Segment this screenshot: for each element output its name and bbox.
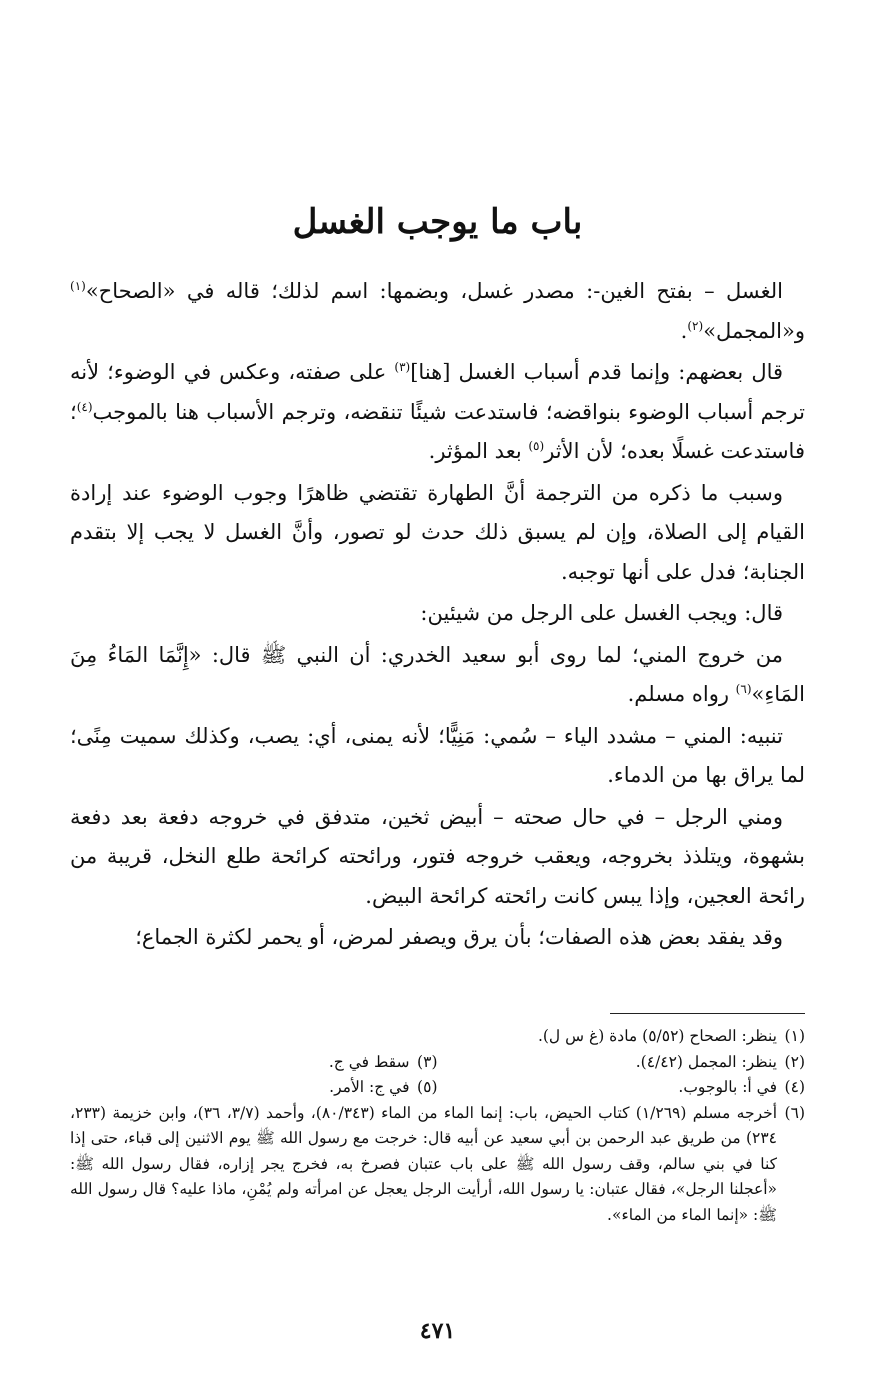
footnote-text: في ج: الأمر. [329,1078,410,1096]
paragraph-text: من خروج المني؛ لما روى أبو سعيد الخدري: أن النبي ﷺ قال: «إِنَّمَا المَاءُ مِنَ المَاءِ» [70,642,805,706]
footnote [70,1075,438,1101]
footnote-reference: (٥) [528,439,545,453]
paragraph-text: وسبب ما ذكره من الترجمة أنَّ الطهارة تقتضي ظاهرًا وجوب الوضوء عند إرادة القيام إلى الصلاة، وإن لم يسبق ذلك حدث لو تصور، وأنَّ الغسل لا يجب إلا بتقدم الجنابة؛ فدل على أنها توجبه. [70,480,805,584]
paragraph-text: قال بعضهم: وإنما قدم أسباب الغسل [هنا] [410,360,784,384]
paragraph [70,474,805,593]
footnote-reference: (٢) [687,318,704,333]
paragraph-text: وقد يفقد بعض هذه الصفات؛ بأن يرق ويصفر لمرض، أو يحمر لكثرة الجماع؛ [135,925,783,949]
footnote [70,1101,805,1229]
footnote [438,1075,806,1101]
footnote-text: سقط في ج. [328,1052,410,1071]
footnote-reference: (٦) [735,682,752,696]
paragraph [70,353,805,472]
footnote-text: ينظر: المجمل (٤/٤٢). [635,1052,777,1071]
paragraph [70,717,805,796]
paragraph-text: و«المجمل» [703,318,805,343]
paragraph-text: رواه مسلم. [627,682,736,706]
paragraph-text: قال: ويجب الغسل على الرجل من شيئين: [420,601,783,625]
chapter-title: باب ما يوجب الغسل [292,202,583,242]
paragraph-text: ومني الرجل – في حال صحته – أبيض ثخين، متدفق في خروجه دفعة بعد دفعة بشهوة، ويتلذذ بخروجه، ويعقب خروجه فتور، ورائحته كرائحة طلع النخل، قريبة من رائحة العجين، وإذا يبس كانت رائحته كرائحة البيض. [70,804,805,908]
paragraph-text: على صفته، وعكس في الوضوء؛ لأنه ترجم أسباب الوضوء بنواقضه؛ فاستدعت شيئًا تنقضه، وترجم الأسباب هنا بالموجب [70,360,805,424]
paragraph-text: . [680,318,688,343]
paragraph-text: الغسل – بفتح الغين-: مصدر غسل، وبضمها: اسم لذلك؛ قاله في «الصحاح» [85,279,783,303]
footnote-number: (١) [784,1027,805,1045]
footnote-pair [70,1050,805,1076]
footnote-number: (٤) [784,1078,805,1096]
paragraph [70,636,805,715]
paragraph [70,272,805,351]
footnote [70,1024,805,1050]
footnote-reference: (٤) [76,399,93,414]
paragraph-text: ؛ فاستدعت غسلًا بعده؛ لأن الأثر [70,399,805,463]
footnote-number: (٦) [784,1103,805,1122]
paragraph-text: بعد المؤثر. [428,439,529,463]
footnote [438,1050,806,1076]
page-number: ٤٧١ [419,1318,456,1344]
book-page [70,0,805,1377]
footnote-text: أخرجه مسلم (١/٢٦٩) كتاب الحيض، باب: إنما الماء من الماء (٨٠/٣٤٣)، وأحمد (٣/٧، ٣٦)، وابن خزيمة (٢٣٣، ٢٣٤) من طريق عبد الرحمن بن أبي سعيد عن أبيه قال: خرجت مع رسول الله ﷺ يوم الاثنين إلى قباء، حتى إذا كنا في بني سالم، وقف رسول الله ﷺ على باب عتبان فصرخ به، فخرج يجر إزاره، فقال رسول الله ﷺ: «أعجلنا الرجل»، فقال عتبان: يا رسول الله، أرأيت الرجل يعجل عن امرأته ولم يُمْنِ، ماذا عليه؟ قال رسول الله ﷺ: «إنما الماء من الماء». [70,1103,778,1224]
paragraph-text: تنبيه: المني – مشدد الياء – سُمي: مَنِيًّا؛ لأنه يمنى، أي: يصب، وكذلك سميت مِنًى؛ لما يراق بها من الدماء. [70,723,805,787]
body-text [70,272,805,958]
footnote-pair [70,1075,805,1101]
footnotes [70,1024,805,1228]
footnote-text: في أ: بالوجوب. [678,1078,777,1096]
footnote-text: ينظر: الصحاح (٥/٥٢) مادة (غ س ل). [537,1027,777,1045]
footnote [70,1050,438,1076]
footnote-number: (٥) [417,1078,438,1096]
footnote-divider [610,1013,805,1014]
paragraph [70,798,805,917]
paragraph [70,594,805,634]
footnote-reference: (٣) [394,360,411,374]
footnote-number: (٢) [784,1052,805,1071]
footnote-reference: (١) [70,279,86,293]
footnote-number: (٣) [417,1052,438,1071]
paragraph [70,918,805,958]
